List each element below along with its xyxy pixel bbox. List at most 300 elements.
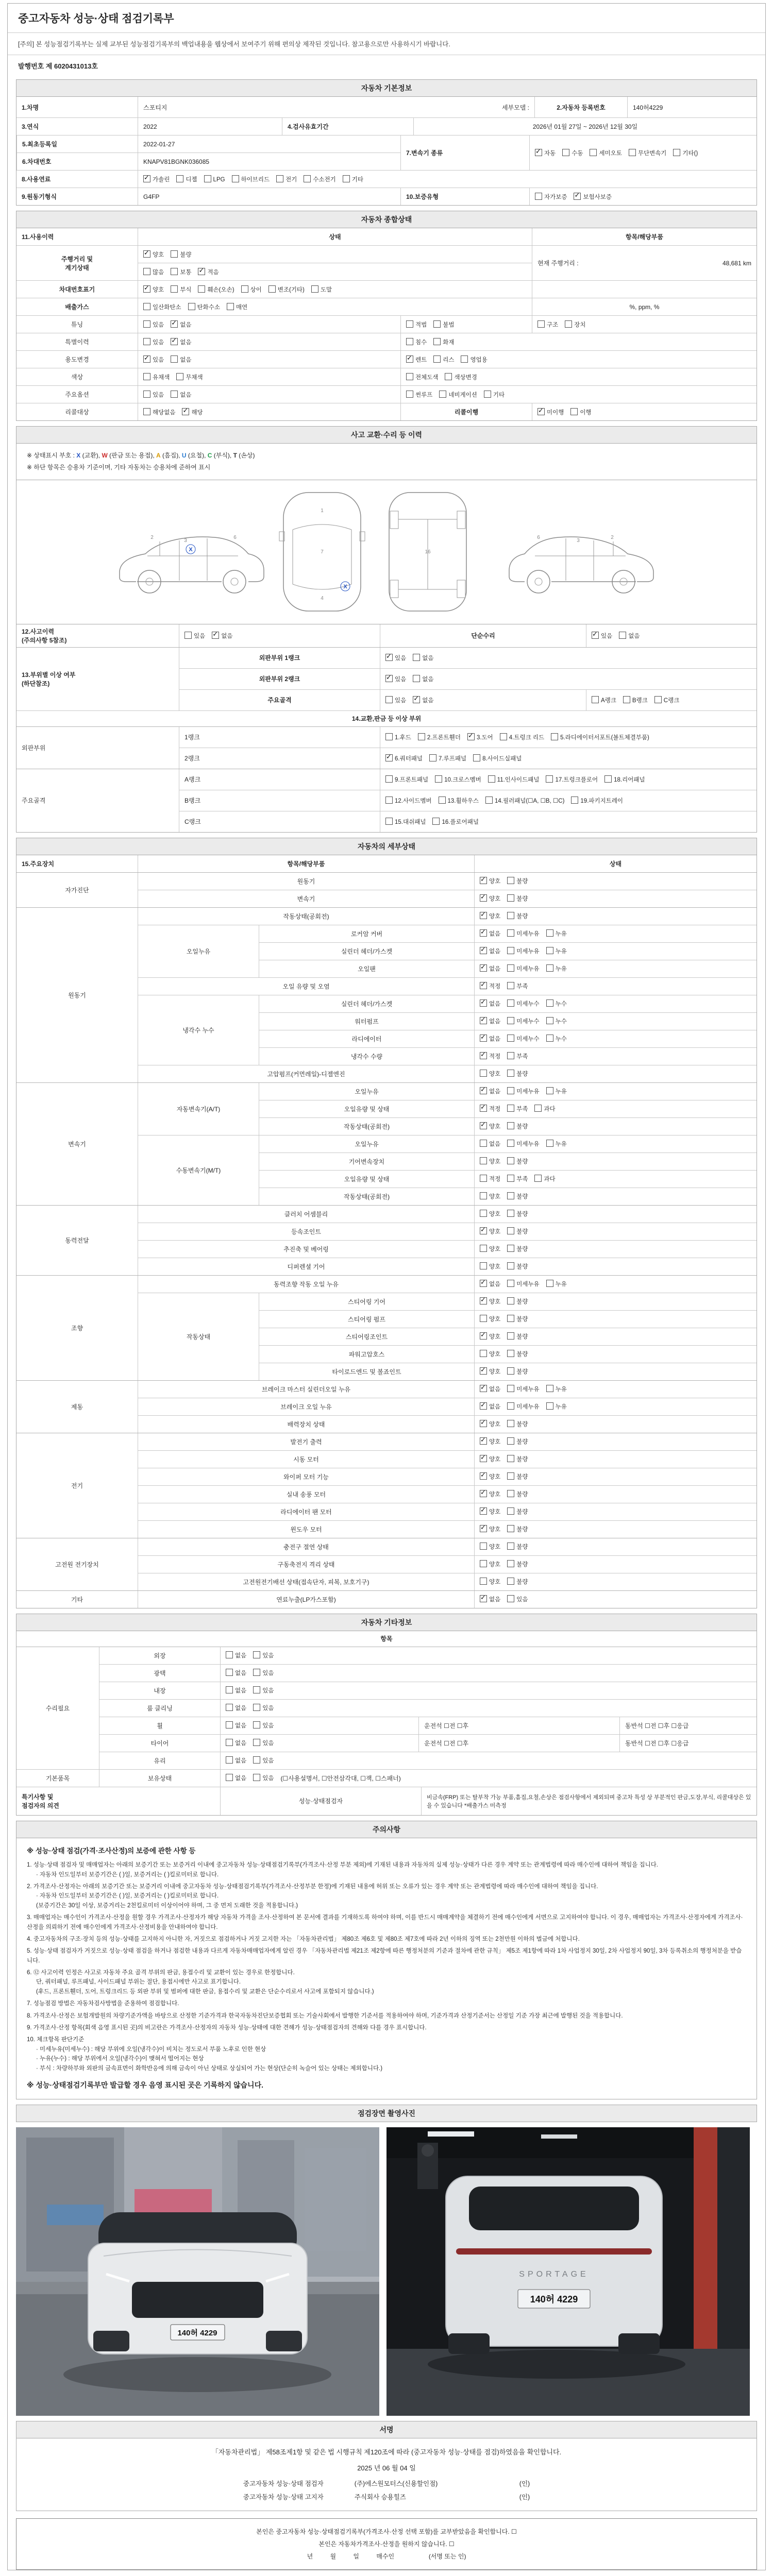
checkbox-unchecked[interactable] (570, 408, 578, 415)
option-item[interactable]: 누유 (546, 964, 567, 973)
option-item[interactable]: 부족 (507, 1175, 528, 1183)
option-item[interactable]: 리스 (433, 355, 454, 364)
checkbox-unchecked[interactable] (507, 964, 514, 972)
checkbox-unchecked[interactable] (507, 1017, 514, 1024)
option-item[interactable]: 양호 (480, 1350, 500, 1358)
option-item[interactable]: 전기 (276, 175, 297, 183)
option-item[interactable]: 미세누수 (507, 999, 539, 1008)
checkbox-unchecked[interactable] (311, 285, 318, 293)
checkbox-unchecked[interactable] (480, 1070, 487, 1077)
checkbox-unchecked[interactable] (590, 149, 597, 156)
option-item[interactable]: 과다 (534, 1175, 555, 1183)
option-item[interactable]: 과다 (534, 1105, 555, 1113)
checkbox-unchecked[interactable] (385, 733, 393, 740)
option-item[interactable]: 불법 (433, 320, 454, 329)
checkbox-unchecked[interactable] (226, 1669, 233, 1676)
option-item[interactable]: ✓ 양호 (480, 1455, 500, 1463)
option-item[interactable]: 양호 (480, 1543, 500, 1551)
checkbox-unchecked[interactable] (480, 1192, 487, 1199)
checkbox-unchecked[interactable] (480, 1578, 487, 1585)
option-item[interactable]: 없음 (171, 355, 191, 364)
checkbox-unchecked[interactable] (507, 912, 514, 919)
option-item[interactable]: ✓ 양호 (480, 877, 500, 885)
option-item[interactable]: 없음 (619, 632, 640, 640)
option-item[interactable]: 없음 (226, 1686, 246, 1694)
option-item[interactable]: 미세누유 (507, 1385, 539, 1393)
checkbox-unchecked[interactable] (546, 929, 553, 937)
checkbox-unchecked[interactable] (226, 1704, 233, 1711)
checkbox-checked[interactable] (480, 1017, 487, 1024)
option-item[interactable]: 불량 (507, 1122, 528, 1130)
option-item[interactable]: 미세누유 (507, 1087, 539, 1095)
checkbox-unchecked[interactable] (507, 1578, 514, 1585)
option-item[interactable]: ✓ 해당 (182, 408, 203, 416)
checkbox-unchecked[interactable] (253, 1669, 260, 1676)
option-item[interactable]: 없음 (171, 391, 191, 399)
checkbox-unchecked[interactable] (592, 696, 599, 703)
option-item[interactable]: 불량 (507, 1490, 528, 1498)
checkbox-unchecked[interactable] (546, 775, 553, 783)
option-item[interactable]: 부족 (507, 1052, 528, 1060)
option-item[interactable]: 15.대쉬패널 (385, 818, 426, 826)
checkbox-checked[interactable] (480, 999, 487, 1007)
checkbox-unchecked[interactable] (546, 1087, 553, 1094)
option-item[interactable]: ✓ 보험사보증 (574, 193, 612, 201)
checkbox-checked[interactable] (480, 1507, 487, 1515)
checkbox-unchecked[interactable] (537, 320, 545, 328)
checkbox-unchecked[interactable] (253, 1704, 260, 1711)
checkbox-unchecked[interactable] (176, 373, 183, 380)
option-item[interactable]: 미세누유 (507, 1402, 539, 1411)
checkbox-checked[interactable] (480, 1105, 487, 1112)
checkbox-checked[interactable] (480, 894, 487, 902)
checkbox-checked[interactable] (406, 355, 413, 363)
option-item[interactable]: 불량 (507, 1420, 528, 1428)
option-item[interactable]: 4.트렁크 리드 (500, 733, 544, 741)
checkbox-unchecked[interactable] (406, 338, 413, 345)
option-item[interactable]: 9.프론트패널 (385, 775, 428, 784)
option-item[interactable]: 없음 (226, 1721, 246, 1730)
option-item[interactable]: A랭크 (592, 696, 616, 704)
option-item[interactable]: ✓ 양호 (480, 1437, 500, 1446)
checkbox-unchecked[interactable] (385, 696, 393, 703)
option-item[interactable]: 있음 (385, 696, 406, 704)
checkbox-unchecked[interactable] (480, 1245, 487, 1252)
option-item[interactable]: 있음 (507, 1595, 528, 1603)
checkbox-unchecked[interactable] (546, 999, 553, 1007)
option-item[interactable]: ✓ 없음 (480, 1035, 500, 1043)
option-item[interactable]: 10.크로스멤버 (435, 775, 481, 784)
option-item[interactable]: 적정 (480, 1175, 500, 1183)
checkbox-unchecked[interactable] (385, 796, 393, 804)
option-item[interactable]: 불량 (507, 877, 528, 885)
option-item[interactable]: ✓ 렌트 (406, 355, 427, 364)
option-item[interactable]: 수소전기 (304, 175, 335, 183)
option-item[interactable]: 유채색 (143, 373, 170, 381)
checkbox-unchecked[interactable] (171, 250, 178, 258)
checkbox-checked[interactable] (143, 175, 150, 182)
option-item[interactable]: ✓ 없음 (480, 1017, 500, 1025)
option-item[interactable]: C랭크 (654, 696, 680, 704)
option-item[interactable]: 양호 (480, 1070, 500, 1078)
option-item[interactable]: ✓ 양호 (480, 1525, 500, 1533)
checkbox-unchecked[interactable] (226, 1756, 233, 1764)
checkbox-unchecked[interactable] (507, 1402, 514, 1410)
confirm-line-1[interactable]: 본인은 중고자동차 성능·상태점검기록부(가격조사·산정 선택 포함)를 교부받았음을 확인합니다. ☐ (256, 2528, 517, 2536)
option-item[interactable]: 양호 (480, 1578, 500, 1586)
option-item[interactable]: 없음 (413, 654, 433, 662)
checkbox-unchecked[interactable] (226, 1721, 233, 1728)
checkbox-unchecked[interactable] (507, 1192, 514, 1199)
checkbox-checked[interactable] (480, 1052, 487, 1059)
checkbox-unchecked[interactable] (604, 775, 612, 783)
checkbox-unchecked[interactable] (143, 408, 150, 415)
checkbox-unchecked[interactable] (343, 175, 350, 182)
checkbox-unchecked[interactable] (480, 1315, 487, 1322)
checkbox-unchecked[interactable] (507, 1227, 514, 1234)
option-item[interactable]: ✓ 양호 (480, 1490, 500, 1498)
option-item[interactable]: ✓ 양호 (143, 285, 164, 294)
checkbox-unchecked[interactable] (507, 947, 514, 954)
option-item[interactable]: 불량 (507, 1157, 528, 1165)
checkbox-unchecked[interactable] (673, 149, 680, 156)
checkbox-unchecked[interactable] (304, 175, 311, 182)
checkbox-checked[interactable] (413, 696, 420, 703)
option-item[interactable]: ✓ 적정 (480, 1105, 500, 1113)
checkbox-unchecked[interactable] (480, 1157, 487, 1164)
checkbox-unchecked[interactable] (546, 1385, 553, 1392)
checkbox-unchecked[interactable] (385, 818, 393, 825)
checkbox-unchecked[interactable] (507, 1525, 514, 1532)
option-item[interactable]: ✓ 자동 (535, 149, 556, 157)
checkbox-unchecked[interactable] (571, 796, 578, 804)
option-item[interactable]: 무단변속기 (629, 149, 667, 157)
option-item[interactable]: ✓ 없음 (480, 964, 500, 973)
option-item[interactable]: 불량 (507, 1472, 528, 1481)
checkbox-unchecked[interactable] (551, 733, 558, 740)
checkbox-unchecked[interactable] (268, 285, 276, 293)
checkbox-unchecked[interactable] (500, 733, 507, 740)
option-item[interactable]: ✓ 있음 (385, 675, 406, 683)
option-item[interactable]: 기타 (484, 391, 505, 399)
option-item[interactable]: ✓ 없음 (480, 999, 500, 1008)
option-item[interactable]: 없음 (226, 1756, 246, 1765)
checkbox-unchecked[interactable] (507, 1262, 514, 1269)
option-item[interactable]: 무채색 (176, 373, 203, 381)
option-item[interactable]: 미세누유 (507, 1140, 539, 1148)
checkbox-unchecked[interactable] (507, 1175, 514, 1182)
checkbox-checked[interactable] (592, 632, 599, 639)
option-item[interactable]: 8.사이드실패널 (473, 754, 522, 762)
option-item[interactable]: 기타 (343, 175, 363, 183)
option-item[interactable]: 누유 (546, 1140, 567, 1148)
option-item[interactable]: ✓ 양호 (480, 1472, 500, 1481)
option-item[interactable]: LPG (204, 175, 225, 183)
checkbox-checked[interactable] (480, 964, 487, 972)
option-item[interactable]: 12.사이드멤버 (385, 796, 432, 805)
checkbox-unchecked[interactable] (507, 894, 514, 902)
checkbox-unchecked[interactable] (507, 1420, 514, 1427)
option-item[interactable]: 일산화탄소 (143, 303, 181, 311)
confirm-line-2[interactable]: 본인은 자동차가격조사·산정을 원하지 않습니다. ☐ (318, 2540, 455, 2548)
option-item[interactable]: 세미오토 (590, 149, 621, 157)
checkbox-unchecked[interactable] (406, 373, 413, 380)
option-item[interactable]: 양호 (480, 1157, 500, 1165)
option-item[interactable]: 불량 (507, 1192, 528, 1200)
option-item[interactable]: 누수 (546, 999, 567, 1008)
checkbox-unchecked[interactable] (507, 1437, 514, 1445)
option-item[interactable]: 있음 (253, 1651, 274, 1659)
option-item[interactable]: 매연 (227, 303, 247, 311)
option-item[interactable]: 18.리어패널 (604, 775, 645, 784)
option-item[interactable]: ✓ 6.쿼터패널 (385, 754, 423, 762)
checkbox-checked[interactable] (385, 754, 393, 761)
checkbox-unchecked[interactable] (535, 193, 542, 200)
option-item[interactable]: 있음 (253, 1686, 274, 1694)
checkbox-unchecked[interactable] (253, 1756, 260, 1764)
option-item[interactable]: 불량 (507, 1560, 528, 1568)
option-item[interactable]: 불량 (507, 1332, 528, 1341)
option-item[interactable]: 탄화수소 (188, 303, 220, 311)
option-item[interactable]: 누유 (546, 1087, 567, 1095)
option-item[interactable]: ✓ 없음 (480, 1402, 500, 1411)
option-item[interactable]: 있음 (253, 1721, 274, 1730)
checkbox-unchecked[interactable] (507, 1245, 514, 1252)
option-item[interactable]: 변조(기타) (268, 285, 305, 294)
option-item[interactable]: 16.플로어패널 (432, 818, 479, 826)
checkbox-unchecked[interactable] (253, 1721, 260, 1728)
checkbox-unchecked[interactable] (507, 1297, 514, 1304)
option-item[interactable]: 양호 (480, 1315, 500, 1323)
option-item[interactable]: 색상변경 (445, 373, 477, 381)
option-item[interactable]: 디젤 (176, 175, 197, 183)
checkbox-unchecked[interactable] (143, 373, 150, 380)
option-item[interactable]: ✓ 적정 (480, 1052, 500, 1060)
option-item[interactable]: ✓ 3.도어 (467, 733, 493, 741)
option-item[interactable]: 미세누유 (507, 1280, 539, 1288)
option-item[interactable]: 상이 (241, 285, 262, 294)
option-item[interactable]: 불량 (507, 894, 528, 903)
checkbox-unchecked[interactable] (507, 1543, 514, 1550)
checkbox-unchecked[interactable] (253, 1651, 260, 1658)
checkbox-checked[interactable] (467, 733, 475, 740)
checkbox-unchecked[interactable] (546, 947, 553, 954)
option-item[interactable]: ✓양호 (143, 250, 164, 259)
checkbox-checked[interactable] (385, 654, 393, 661)
checkbox-unchecked[interactable] (226, 1739, 233, 1746)
checkbox-unchecked[interactable] (188, 303, 195, 310)
checkbox-checked[interactable] (385, 675, 393, 682)
option-item[interactable]: 없음 (413, 675, 433, 683)
option-item[interactable]: ✓ 양호 (480, 1122, 500, 1130)
option-item[interactable]: 누수 (546, 1017, 567, 1025)
option-item[interactable]: 없음 (480, 1140, 500, 1148)
option-item[interactable]: 불량 (507, 1297, 528, 1306)
checkbox-unchecked[interactable] (171, 391, 178, 398)
checkbox-checked[interactable] (480, 1525, 487, 1532)
checkbox-unchecked[interactable] (507, 1070, 514, 1077)
checkbox-unchecked[interactable] (445, 373, 452, 380)
checkbox-checked[interactable] (480, 1280, 487, 1287)
checkbox-unchecked[interactable] (546, 1035, 553, 1042)
option-item[interactable]: 불량 (507, 1507, 528, 1516)
option-item[interactable]: 누유 (546, 1280, 567, 1288)
checkbox-unchecked[interactable] (507, 877, 514, 884)
checkbox-unchecked[interactable] (507, 929, 514, 937)
checkbox-unchecked[interactable] (507, 1595, 514, 1602)
checkbox-unchecked[interactable] (433, 355, 441, 363)
option-item[interactable]: 미세누유 (507, 929, 539, 938)
checkbox-unchecked[interactable] (480, 1175, 487, 1182)
option-item[interactable]: 양호 (480, 1245, 500, 1253)
option-item[interactable]: 미세누유 (507, 964, 539, 973)
option-item[interactable]: B랭크 (623, 696, 648, 704)
checkbox-unchecked[interactable] (546, 964, 553, 972)
checkbox-unchecked[interactable] (473, 754, 480, 761)
option-item[interactable]: 도말 (311, 285, 332, 294)
checkbox-checked[interactable] (198, 268, 205, 275)
checkbox-unchecked[interactable] (507, 1035, 514, 1042)
checkbox-unchecked[interactable] (480, 1210, 487, 1217)
checkbox-unchecked[interactable] (226, 1774, 233, 1781)
option-item[interactable]: 누유 (546, 1402, 567, 1411)
option-item[interactable]: ✓ 적정 (480, 982, 500, 990)
option-item[interactable]: ✓ 양호 (480, 1297, 500, 1306)
checkbox-unchecked[interactable] (654, 696, 662, 703)
checkbox-unchecked[interactable] (461, 355, 468, 363)
checkbox-checked[interactable] (480, 1595, 487, 1602)
option-item[interactable]: 자가보증 (535, 193, 567, 201)
option-item[interactable]: ✓ 없음 (212, 632, 232, 640)
option-item[interactable]: 양호 (480, 1560, 500, 1568)
option-item[interactable]: 17.트렁크플로어 (546, 775, 598, 784)
checkbox-unchecked[interactable] (226, 1686, 233, 1693)
option-item[interactable]: 7.루프패널 (429, 754, 466, 762)
checkbox-unchecked[interactable] (507, 1157, 514, 1164)
checkbox-unchecked[interactable] (204, 175, 211, 182)
checkbox-unchecked[interactable] (413, 675, 420, 682)
checkbox-checked[interactable] (143, 250, 150, 258)
option-item[interactable]: 불량 (507, 1367, 528, 1376)
option-item[interactable]: 불량 (507, 1210, 528, 1218)
checkbox-unchecked[interactable] (507, 1332, 514, 1340)
checkbox-unchecked[interactable] (226, 1651, 233, 1658)
checkbox-checked[interactable] (480, 1087, 487, 1094)
checkbox-unchecked[interactable] (253, 1686, 260, 1693)
option-item[interactable]: ✓ 있음 (143, 355, 164, 364)
checkbox-unchecked[interactable] (413, 654, 420, 661)
option-item[interactable]: 있음 (143, 320, 164, 329)
checkbox-checked[interactable] (480, 1367, 487, 1375)
checkbox-checked[interactable] (480, 1332, 487, 1340)
option-item[interactable]: ✓ 양호 (480, 1227, 500, 1235)
option-item[interactable]: 불량 (507, 1578, 528, 1586)
option-item[interactable]: 누유 (546, 1385, 567, 1393)
option-item[interactable]: 없음 (226, 1774, 246, 1782)
checkbox-unchecked[interactable] (507, 1367, 514, 1375)
checkbox-unchecked[interactable] (485, 796, 493, 804)
checkbox-unchecked[interactable] (480, 1560, 487, 1567)
option-item[interactable]: 수동 (562, 149, 583, 157)
checkbox-unchecked[interactable] (480, 1350, 487, 1357)
checkbox-unchecked[interactable] (171, 285, 178, 293)
option-item[interactable]: 양호 (480, 1262, 500, 1270)
checkbox-unchecked[interactable] (276, 175, 283, 182)
checkbox-unchecked[interactable] (534, 1105, 542, 1112)
checkbox-unchecked[interactable] (507, 1315, 514, 1322)
checkbox-checked[interactable] (480, 929, 487, 937)
checkbox-unchecked[interactable] (176, 175, 183, 182)
checkbox-unchecked[interactable] (480, 1543, 487, 1550)
option-item[interactable]: 불량 (507, 1543, 528, 1551)
option-item[interactable]: ✓ 양호 (480, 1332, 500, 1341)
option-item[interactable]: ✓ 없음 (480, 1087, 500, 1095)
checkbox-unchecked[interactable] (433, 338, 441, 345)
checkbox-checked[interactable] (480, 912, 487, 919)
option-item[interactable]: ✓ 미이행 (537, 408, 564, 416)
checkbox-unchecked[interactable] (507, 982, 514, 989)
checkbox-unchecked[interactable] (507, 1490, 514, 1497)
option-item[interactable]: 14.필러패널(☐A, ☐B, ☐C) (485, 796, 564, 805)
checkbox-checked[interactable] (535, 149, 542, 156)
checkbox-checked[interactable] (574, 193, 581, 200)
checkbox-checked[interactable] (480, 1490, 487, 1497)
option-item[interactable]: 많음 (143, 268, 164, 276)
checkbox-unchecked[interactable] (439, 391, 446, 398)
option-item[interactable]: 누유 (546, 947, 567, 955)
checkbox-unchecked[interactable] (253, 1774, 260, 1781)
checkbox-checked[interactable] (480, 1402, 487, 1410)
checkbox-unchecked[interactable] (406, 320, 413, 328)
checkbox-unchecked[interactable] (507, 999, 514, 1007)
checkbox-unchecked[interactable] (143, 268, 150, 275)
checkbox-unchecked[interactable] (439, 796, 446, 804)
checkbox-checked[interactable] (480, 1437, 487, 1445)
option-item[interactable]: ✓ 없음 (480, 1595, 500, 1603)
option-item[interactable]: 있음 (143, 391, 164, 399)
option-item[interactable]: ✓ 있음 (385, 654, 406, 662)
checkbox-unchecked[interactable] (507, 1122, 514, 1129)
checkbox-unchecked[interactable] (184, 632, 192, 639)
option-item[interactable]: 없음 (226, 1669, 246, 1677)
checkbox-checked[interactable] (480, 1385, 487, 1392)
option-item[interactable]: 누수 (546, 1035, 567, 1043)
checkbox-unchecked[interactable] (429, 754, 436, 761)
checkbox-checked[interactable] (182, 408, 189, 415)
option-item[interactable]: 있음 (184, 632, 205, 640)
option-item[interactable]: 불량 (507, 1070, 528, 1078)
option-item[interactable]: 보통 (171, 268, 191, 276)
checkbox-unchecked[interactable] (143, 391, 150, 398)
option-item[interactable]: 있음 (253, 1669, 274, 1677)
option-item[interactable]: ✓ 적음 (198, 268, 219, 276)
option-item[interactable]: ✓ 가솔린 (143, 175, 170, 183)
option-item[interactable]: 13.휠하우스 (439, 796, 479, 805)
option-item[interactable]: ✓ 양호 (480, 912, 500, 920)
option-item[interactable]: 없음 (226, 1739, 246, 1747)
checkbox-checked[interactable] (480, 877, 487, 884)
option-item[interactable]: 부식 (171, 285, 191, 294)
option-item[interactable]: 2.프론트휀더 (418, 733, 461, 741)
option-item[interactable]: ✓ 없음 (480, 947, 500, 955)
checkbox-unchecked[interactable] (562, 149, 569, 156)
option-item[interactable]: 적법 (406, 320, 427, 329)
option-item[interactable]: ✓ 양호 (480, 1367, 500, 1376)
option-item[interactable]: 미세누수 (507, 1035, 539, 1043)
option-item[interactable]: ✓ 없음 (413, 696, 433, 704)
option-item[interactable]: 불량 (507, 1350, 528, 1358)
checkbox-unchecked[interactable] (546, 1140, 553, 1147)
